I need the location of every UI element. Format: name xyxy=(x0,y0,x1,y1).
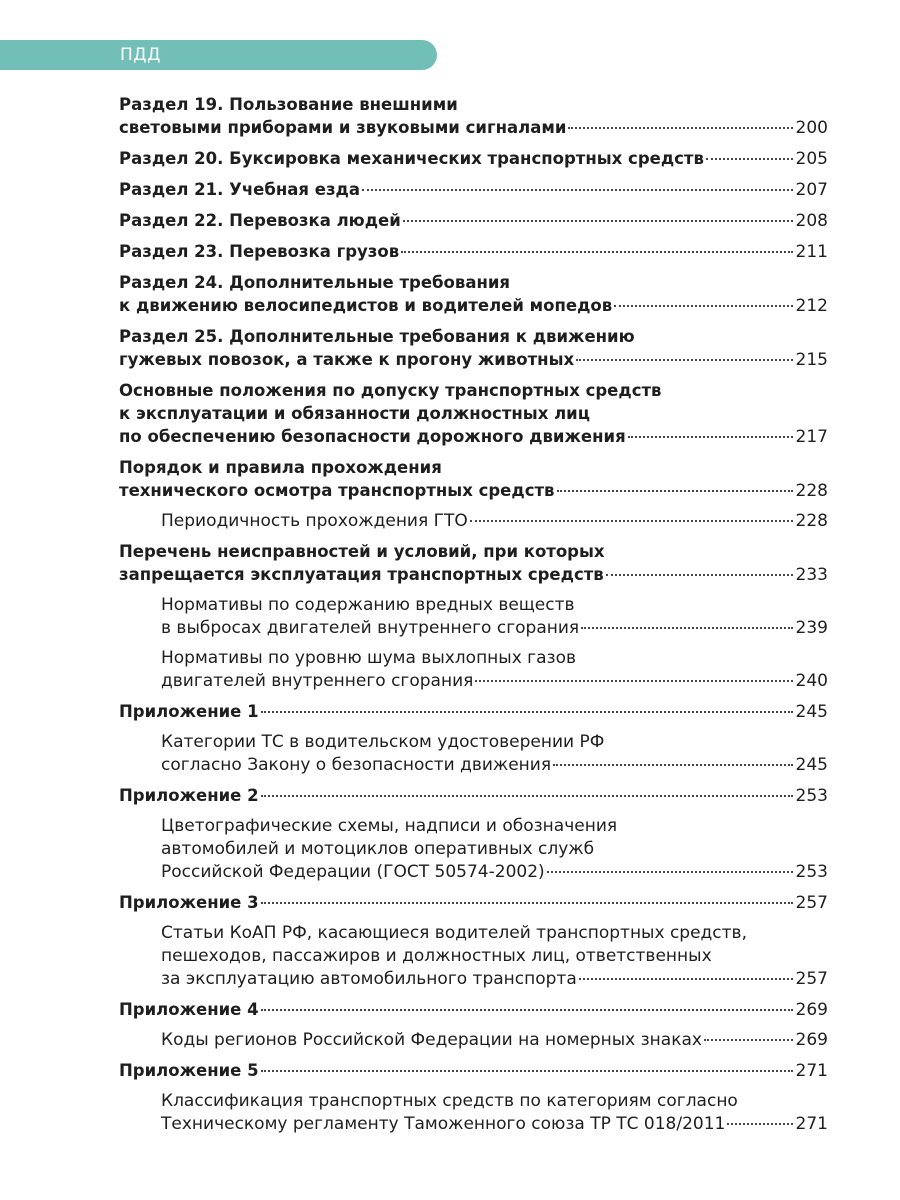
toc-entry[interactable] xyxy=(119,178,828,202)
toc-entry-title: Раздел 25. Дополнительные требования к движению xyxy=(119,327,635,346)
toc-entry-line xyxy=(161,510,828,533)
dot-leader xyxy=(706,158,793,160)
page-number: 233 xyxy=(795,565,828,585)
page-number: 200 xyxy=(795,118,828,138)
dot-leader xyxy=(403,220,793,222)
page-number: 269 xyxy=(795,1000,828,1020)
toc-entry-line xyxy=(119,325,828,348)
dot-leader xyxy=(547,871,793,873)
dot-leader xyxy=(401,251,792,253)
toc-entry[interactable] xyxy=(119,891,828,915)
toc-entry-title: Нормативы по уровню шума выхлопных газов xyxy=(161,648,576,668)
toc-entry-title: Раздел 24. Дополнительные требования xyxy=(119,273,511,292)
toc-entry-title: по обеспечению безопасности дорожного движения xyxy=(119,427,626,446)
page-number: 205 xyxy=(795,149,828,169)
toc-entry-title: Приложение 5 xyxy=(119,1061,259,1080)
toc-entry[interactable] xyxy=(119,379,828,449)
toc-entry-line xyxy=(119,93,828,116)
table-of-contents xyxy=(119,93,828,1143)
toc-entry-line xyxy=(119,209,828,233)
page-number: 257 xyxy=(795,893,828,913)
toc-entry-title: за эксплуатацию автомобильного транспорта xyxy=(161,969,577,989)
dot-leader xyxy=(470,520,793,522)
page-number: 215 xyxy=(795,350,828,370)
toc-entry-title: Раздел 23. Перевозка грузов xyxy=(119,242,400,261)
toc-entry-line xyxy=(161,815,828,838)
toc-entry-line xyxy=(161,647,828,670)
dot-leader xyxy=(704,1039,793,1041)
toc-entry-line xyxy=(161,670,828,693)
dot-leader xyxy=(261,711,793,713)
toc-entry-title: Приложение 1 xyxy=(119,702,259,721)
dot-leader xyxy=(606,574,793,576)
toc-entry-title: запрещается эксплуатация транспортных средств xyxy=(119,565,604,584)
toc-entry-line xyxy=(119,1059,828,1083)
toc-entry[interactable] xyxy=(119,456,828,503)
toc-entry-line xyxy=(119,456,828,479)
dot-leader xyxy=(475,680,792,682)
page-number: 245 xyxy=(795,755,828,775)
toc-entry-line xyxy=(161,922,828,945)
toc-entry[interactable] xyxy=(119,271,828,318)
toc-entry-line xyxy=(161,1113,828,1136)
page-number: 271 xyxy=(795,1114,828,1134)
page-number: 257 xyxy=(795,969,828,989)
toc-entry-title: Раздел 20. Буксировка механических транспортных средств xyxy=(119,149,704,168)
toc-entry-line xyxy=(161,617,828,640)
toc-entry-title: технического осмотра транспортных средств xyxy=(119,481,555,500)
toc-entry-title: Техническому регламенту Таможенного союза ТР ТС 018/2011 xyxy=(161,1114,726,1134)
toc-entry-title: гужевых повозок, а также к прогону животных xyxy=(119,350,575,369)
toc-subentry[interactable] xyxy=(161,647,828,693)
page-number: 253 xyxy=(795,862,828,882)
toc-subentry[interactable] xyxy=(161,594,828,640)
toc-entry-line xyxy=(161,731,828,754)
toc-entry-line xyxy=(119,479,828,503)
page-number: 240 xyxy=(795,671,828,691)
toc-subentry[interactable] xyxy=(161,815,828,884)
toc-subentry[interactable] xyxy=(161,510,828,533)
toc-entry-line xyxy=(161,968,828,991)
toc-entry[interactable] xyxy=(119,998,828,1022)
toc-entry-title: автомобилей и мотоциклов оперативных служб xyxy=(161,839,595,859)
page-number: 208 xyxy=(795,211,828,231)
dot-leader xyxy=(581,627,792,629)
toc-entry-line xyxy=(161,838,828,861)
toc-entry-title: световыми приборами и звуковыми сигналами xyxy=(119,118,567,137)
toc-entry-line xyxy=(119,116,828,140)
toc-entry-line xyxy=(119,563,828,587)
toc-entry-title: Статьи КоАП РФ, касающиеся водителей транспортных средств, xyxy=(161,923,747,943)
page-number: 207 xyxy=(795,180,828,200)
toc-entry-line xyxy=(161,754,828,777)
toc-entry-line xyxy=(119,240,828,264)
toc-entry-line xyxy=(161,1029,828,1052)
toc-entry-line xyxy=(119,784,828,808)
page-number: 228 xyxy=(795,481,828,501)
page-number: 245 xyxy=(795,702,828,722)
toc-entry-title: Коды регионов Российской Федерации на номерных знаках xyxy=(161,1030,702,1050)
dot-leader xyxy=(362,189,793,191)
toc-entry-title: Нормативы по содержанию вредных веществ xyxy=(161,595,575,615)
page-number: 271 xyxy=(795,1061,828,1081)
toc-entry-title: пешеходов, пассажиров и должностных лиц, ответственных xyxy=(161,946,712,966)
dot-leader xyxy=(579,978,793,980)
toc-entry-title: Классификация транспортных средств по категориям согласно xyxy=(161,1091,738,1111)
dot-leader xyxy=(557,490,793,492)
toc-entry-line xyxy=(119,178,828,202)
dot-leader xyxy=(727,1123,792,1125)
toc-entry[interactable] xyxy=(119,240,828,264)
toc-entry[interactable] xyxy=(119,700,828,724)
dot-leader xyxy=(553,764,792,766)
toc-entry-line xyxy=(119,348,828,372)
dot-leader xyxy=(628,436,793,438)
page-number: 211 xyxy=(795,242,828,262)
page-number: 228 xyxy=(795,511,828,531)
page-number: 212 xyxy=(795,296,828,316)
page-number: 217 xyxy=(795,427,828,447)
toc-entry[interactable] xyxy=(119,93,828,140)
toc-entry-line xyxy=(161,861,828,884)
toc-entry-line xyxy=(161,594,828,617)
toc-entry-title: Раздел 21. Учебная езда xyxy=(119,180,361,199)
toc-entry-line xyxy=(119,700,828,724)
toc-subentry[interactable] xyxy=(161,1090,828,1136)
toc-entry[interactable] xyxy=(119,1059,828,1083)
dot-leader xyxy=(261,1070,793,1072)
toc-entry[interactable] xyxy=(119,147,828,171)
toc-entry-title: согласно Закону о безопасности движения xyxy=(161,755,552,775)
dot-leader xyxy=(576,359,792,361)
toc-entry-title: к эксплуатации и обязанности должностных лиц xyxy=(119,404,590,423)
page-number: 269 xyxy=(795,1030,828,1050)
toc-subentry[interactable] xyxy=(161,731,828,777)
toc-entry-title: Периодичность прохождения ГТО xyxy=(161,511,468,531)
toc-entry-line xyxy=(119,294,828,318)
dot-leader xyxy=(261,1009,793,1011)
page-number: 253 xyxy=(795,786,828,806)
toc-entry-line xyxy=(161,1090,828,1113)
toc-entry-line xyxy=(119,540,828,563)
toc-entry[interactable] xyxy=(119,325,828,372)
toc-entry-title: двигателей внутреннего сгорания xyxy=(161,671,474,691)
toc-entry[interactable] xyxy=(119,540,828,587)
toc-entry-title: Цветографические схемы, надписи и обозначения xyxy=(161,816,618,836)
dot-leader xyxy=(261,795,793,797)
dot-leader xyxy=(568,127,792,129)
page-number: 239 xyxy=(795,618,828,638)
toc-entry-title: Раздел 19. Пользование внешними xyxy=(119,95,458,114)
toc-subentry[interactable] xyxy=(161,922,828,991)
dot-leader xyxy=(614,305,792,307)
dot-leader xyxy=(261,902,793,904)
toc-entry-title: Приложение 3 xyxy=(119,893,259,912)
toc-entry-title: Порядок и правила прохождения xyxy=(119,458,442,477)
toc-entry-line xyxy=(119,891,828,915)
toc-entry-line xyxy=(119,379,828,402)
toc-entry-line xyxy=(119,425,828,449)
toc-entry-title: к движению велосипедистов и водителей мопедов xyxy=(119,296,613,315)
toc-entry-title: Российской Федерации (ГОСТ 50574-2002) xyxy=(161,862,545,882)
toc-entry-line xyxy=(119,998,828,1022)
toc-entry-title: Категории ТС в водительском удостоверении РФ xyxy=(161,732,605,752)
toc-entry[interactable] xyxy=(119,784,828,808)
header-bar xyxy=(0,40,437,70)
toc-entry-title: Приложение 2 xyxy=(119,786,259,805)
toc-entry-title: Основные положения по допуску транспортных средств xyxy=(119,381,662,400)
toc-entry-title: в выбросах двигателей внутреннего сгорания xyxy=(161,618,580,638)
toc-entry-line xyxy=(161,945,828,968)
running-header-title: ПДД xyxy=(120,45,161,65)
toc-entry-line xyxy=(119,147,828,171)
toc-entry-line xyxy=(119,271,828,294)
toc-entry-title: Перечень неисправностей и условий, при которых xyxy=(119,542,605,561)
toc-entry-title: Приложение 4 xyxy=(119,1000,259,1019)
toc-entry-line xyxy=(119,402,828,425)
toc-subentry[interactable] xyxy=(161,1029,828,1052)
toc-entry[interactable] xyxy=(119,209,828,233)
toc-entry-title: Раздел 22. Перевозка людей xyxy=(119,211,401,230)
